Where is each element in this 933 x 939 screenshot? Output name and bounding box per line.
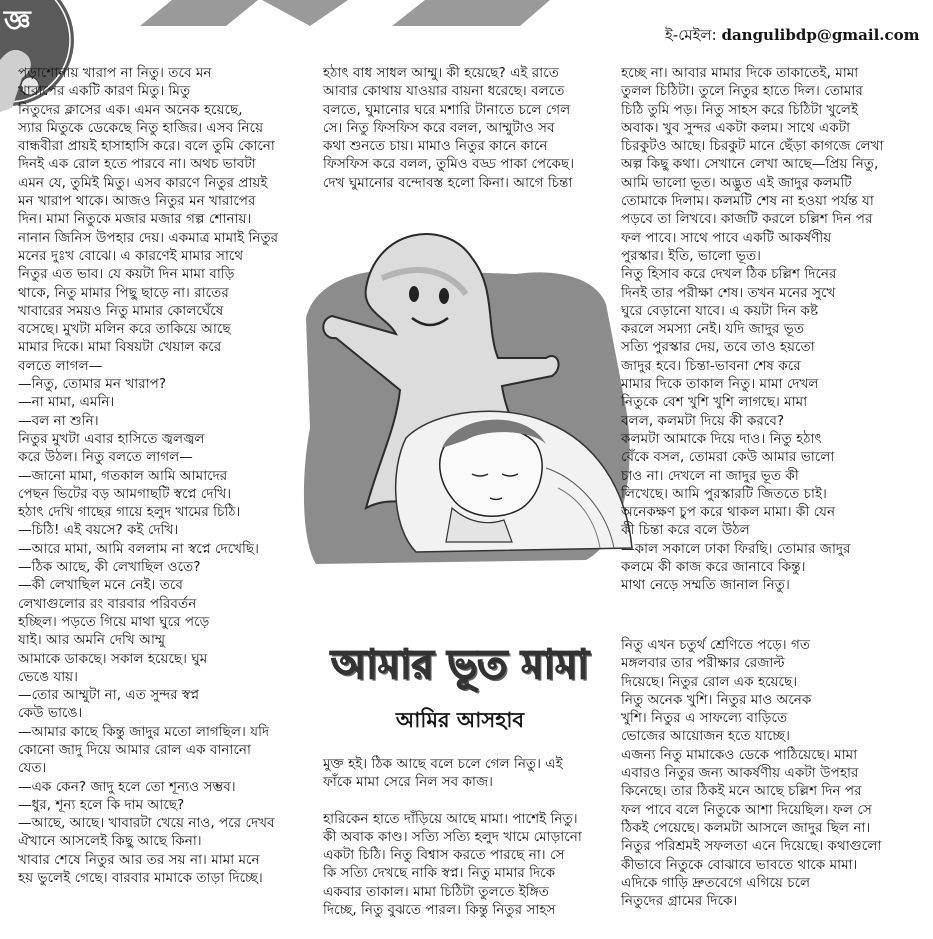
- text-line: —আছে, আছে। খাবারটা খেয়ে নাও, পরে দেখব: [18, 815, 275, 832]
- text-line: দিয়েছে। নিতুর রোল এক হয়েছে।: [621, 673, 798, 690]
- text-line: এজন্য নিতু মামাকেও ডেকে পাঠিয়েছে। মামা: [621, 746, 858, 763]
- text-line: নিতুদের ক্লাসের এক। এমন অনেক হয়েছে,: [18, 101, 243, 118]
- text-line: পড়বে তা লিখবে। কাজটি করলে চল্লিশ দিন পর: [621, 211, 873, 228]
- text-line: পেছন ভিটের বড় আমগাছটি স্বপ্নে দেখি।: [18, 485, 232, 502]
- text-line: একটা চিঠি। নিতু বিশ্বাস করতে পারছে না। সে: [323, 847, 565, 864]
- text-line: যেত।: [18, 760, 47, 777]
- text-line: —নিতু, তোমার মন খারাপ?: [18, 376, 167, 393]
- text-line: নিতু এখন চতুর্থ শ্রেণিতে পড়ে। গত: [621, 637, 811, 653]
- text-line: খারাপের একটি কারণ মিতু। মিতু: [18, 83, 191, 100]
- text-line: মঙ্গলবার তার পরীক্ষার রেজাল্ট: [621, 655, 785, 672]
- text-line: হচ্ছে না। আবার মামার দিকে তাকাতেই, মামা: [621, 65, 859, 81]
- text-line: তোমাকে দিলাম। কলমটি শেষ না হওয়া পর্যন্ত যা: [621, 193, 874, 210]
- text-line: পড়াশোনায় খারাপ না নিতু। তবে মন: [18, 65, 212, 81]
- text-line: ঐখানে আসলেই কিছু আছে কিনা।: [18, 833, 202, 850]
- text-line: থাকে, নিতু মামার পিছু ছাড়ে না। রাতের: [18, 284, 229, 301]
- text-line: —না মামা, এমনি।: [18, 394, 115, 411]
- text-line: বসেছে। মুখটা মলিন করে তাকিয়ে আছে: [18, 321, 231, 338]
- paragraph-break: [323, 792, 601, 810]
- story-column-1: [18, 64, 310, 887]
- story-column-3-bottom: [621, 636, 921, 910]
- text-line: —এক কেন? জাদু হলে তো শূন্যও সম্ভব।: [18, 778, 236, 795]
- text-line: দিন। মামা নিতুকে মজার মজার গল্প শোনায়।: [18, 211, 252, 228]
- text-line: স্যার মিতুকে ডেকেছে নিতু হাজির। এসব নিয়ে: [18, 119, 264, 136]
- text-line: আমাকে ডাকছে। সকাল হয়েছে। ঘুম: [18, 650, 208, 667]
- text-line: ভেঙে যায়।: [18, 668, 79, 685]
- story-author: আমির আসহাব: [395, 708, 525, 732]
- text-line: লিখেছে। আমি পুরস্কারটি জিততে চাই।: [621, 485, 827, 502]
- text-line: কিনেছে। তার ঠিকই মনে আছে চল্লিশ দিন পর: [621, 783, 862, 800]
- email-label: ই-মেইল:: [665, 26, 717, 44]
- story-title: আমার ভূত মামা: [331, 642, 589, 688]
- text-line: মনের দুঃখ বোঝে। এ কারণেই মামার সাথে: [18, 247, 244, 264]
- text-line: কলমে কী কাজ করে জানাবে কিন্তু।: [621, 559, 806, 576]
- text-line: —কী লেখাছিল মনে নেই। তবে: [18, 577, 183, 594]
- text-line: কি সত্যি দেখছে নাকি স্বপ্ন। নিতু মামার দিকে: [323, 865, 556, 882]
- email-address[interactable]: dangulibdp@gmail.com: [721, 26, 920, 44]
- text-line: মামার দিকে। মামা বিষয়টা খেয়াল করে: [18, 339, 222, 356]
- text-line: দিচ্ছে, নিতু বুঝতে পারল। কিন্তু নিতুর সাহস: [323, 902, 556, 919]
- text-line: এমন যে, তুমিই মিতু। এসব কারণে নিতুর প্রায়ই: [18, 174, 268, 191]
- text-line: নানান জিনিস উপহার দেয়। একমাত্র মামাই নিতুর: [18, 229, 279, 246]
- text-line: আমি ভালো ভূত। অদ্ভুত এই জাদুর কলমটি: [621, 174, 852, 191]
- email-line: [665, 24, 920, 49]
- text-line: কলমটা আমাকে দিয়ে দাও। নিতু হঠাৎ: [621, 430, 822, 447]
- text-line: —ধুর, শূন্য হলে কি দাম আছে?: [18, 796, 185, 813]
- text-line: —কাল সকালে ঢাকা ফিরছি। তোমার জাদুর: [621, 540, 851, 557]
- text-line: মামার দিকে তাকাল নিতু। মামা দেখল: [621, 376, 819, 393]
- text-line: খাবার শেষে নিতুর আর তর সয় না। মামা মনে: [18, 851, 260, 868]
- text-line: —আরে মামা, আমি বললাম না স্বপ্নে দেখেছি।: [18, 540, 259, 557]
- text-line: —জানো মামা, গতকাল আমি আমাদের: [18, 467, 228, 484]
- text-line: বেঁকে বসল, তোমরা কেউ আমার ভালো: [621, 449, 835, 466]
- text-line: এবারও নিতুর জন্য আকর্ষণীয় একটা উপহার: [621, 765, 859, 782]
- text-line: নিতুদের গ্রামের দিকে।: [621, 893, 738, 910]
- text-line: করলে সমস্যা নেই। যদি জাদুর ভূত: [621, 321, 805, 338]
- text-line: —ঠিক আছে, কী লেখাছিল ওতে?: [18, 559, 201, 576]
- text-line: কোনো জাদু দিয়ে আমার রোল এক বানানো: [18, 741, 251, 758]
- story-column-2-top: [323, 64, 601, 192]
- text-line: ফল পাবে বলে নিতুকে আশা দিয়েছিল। ফল সে: [621, 801, 872, 818]
- text-line: আবার কোথায় যাওয়ার বায়না ধরেছে। বলতে: [323, 83, 565, 100]
- text-line: হঠাৎ বাধ সাধল আম্মু। কী হয়েছে? এই রাতে: [323, 65, 559, 81]
- text-line: নিতুর পরিশ্রমই সফলতা এনে দিয়েছে। কথাগুলো: [621, 838, 882, 855]
- text-line: চিরকুটও আছে। চিরকুট মানে ছেঁড়া কাগজে লেখা: [621, 138, 884, 155]
- text-line: অবাক। খুব সুন্দর একটা কলম। সাথে একটা: [621, 119, 851, 136]
- text-line: পুরস্কার। ইতি, ভালো ভূত।: [621, 247, 762, 264]
- text-line: যাই। আর অমনি দেখি আম্মু: [18, 632, 166, 649]
- text-line: অনেকক্ষণ চুপ করে থাকল মামা। কী যেন: [621, 504, 836, 521]
- text-line: নিতু অনেক খুশি। নিতুর মাও অনেক: [621, 691, 812, 708]
- text-line: নিতু হিসাব করে দেখল ঠিক চল্লিশ দিনের: [621, 266, 837, 283]
- text-line: বলতে, ঘুমানোর ঘরে মশারি টানাতে চলে গেল: [323, 101, 571, 118]
- text-line: ফল পাবে। সাথে পাবে একটি আকর্ষণীয়: [621, 229, 832, 246]
- text-line: হারিকেন হাতে দাঁড়িয়ে আছে মামা। পাশেই নিতু।: [323, 810, 578, 827]
- story-illustration: [296, 208, 644, 568]
- text-line: নিতুর এত ভাব। যে কয়টা দিন মামা বাড়ি: [18, 266, 235, 283]
- text-line: —আমার কাছে কিন্তু জাদুর মতো লাগছিল। যদি: [18, 723, 270, 740]
- header-decoration: [0, 0, 560, 26]
- text-line: —চিঠি! এই বয়সে? কই দেখি।: [18, 522, 179, 539]
- text-line: বলতে লাগল—: [18, 357, 103, 374]
- text-line: খাবারের সময়ও নিতু মামার কোলঘেঁষে: [18, 302, 224, 319]
- svg-text:জ্ঞ: জ্ঞ: [4, 4, 31, 37]
- text-line: অল্প কিছু কথা। সেখানে লেখা আছে—প্রিয় নিতু,: [621, 156, 879, 173]
- text-line: —বল না শুনি।: [18, 412, 99, 429]
- text-line: বান্ধবীরা প্রায়ই হাসাহাসি করে। বলে তুমি কোনো: [18, 138, 275, 155]
- text-line: কেউ ভাঙে।: [18, 705, 83, 722]
- text-line: মুক্ত হই। ঠিক আছে বলে চলে গেল নিতু। এই: [323, 756, 563, 772]
- text-line: একবার তাকাল। মামা চিঠিটা তুলতে ইঙ্গিত: [323, 883, 549, 900]
- text-line: কথা শুনতে চায়। মামাও নিতুর কানে কানে: [323, 138, 548, 155]
- text-line: বলল, কলমটা দিয়ে কী করবে?: [621, 412, 785, 429]
- text-line: জাদুর হবে। চিন্তা-ভাবনা শেষ করে: [621, 357, 801, 374]
- text-line: ঠিকই পেয়েছে। কলমটা আসলে জাদুর ছিল না।: [621, 819, 871, 836]
- story-column-2-bottom: [323, 755, 601, 919]
- text-line: মন খারাপ থাকে। আজও নিতুর মন খারাপের: [18, 193, 256, 210]
- text-line: কী চিন্তা করে বলে উঠল: [621, 522, 750, 539]
- text-line: —তোর আম্মুটা না, এত সুন্দর স্বপ্ন: [18, 687, 200, 704]
- text-line: চিঠি তুমি পড়। নিতু সাহস করে চিঠিটা খুলেই: [621, 101, 859, 118]
- text-line: দিনই তার পরীক্ষা শেষ। তখন মনের সুখে: [621, 284, 836, 301]
- text-line: সে। নিতু ফিসফিস করে বলল, আম্মুটাও সব: [323, 119, 555, 136]
- text-line: ভোজের আয়োজন হতে যাচ্ছে।: [621, 728, 790, 745]
- text-line: কীভাবে নিতুকে বোঝাবে ভাবতে থাকে মামা।: [621, 856, 858, 873]
- text-line: তুলল চিঠিটা। তুলে নিতুর হাতে দিল। তোমার: [621, 83, 863, 100]
- text-line: নিতুর মুখটা এবার হাসিতে জ্বলজ্বল: [18, 430, 205, 447]
- text-line: লেখাগুলোর রং বারবার পরিবর্তন: [18, 595, 197, 612]
- text-line: এদিকে গাড়ি দ্রুতবেগে এগিয়ে চলে: [621, 874, 811, 891]
- text-line: দেখ ঘুমানোর বন্দোবস্ত হলো কিনা। আগে চিন্তা: [323, 174, 573, 191]
- text-line: ফিসফিস করে বলল, তুমিও বড্ড পাকা পেকেছ।: [323, 156, 575, 173]
- text-line: খুশি। নিতুর এ সাফল্যে বাড়িতে: [621, 710, 788, 727]
- story-column-3-top: [621, 64, 921, 595]
- text-line: ঘুরে বেড়ানো যাবে। এ কয়টা দিন কষ্ট: [621, 302, 819, 319]
- text-line: সত্যি পুরস্কার দেয়, তবে তাও হয়তো: [621, 339, 815, 356]
- text-line: মাথা নেড়ে সম্মতি জানাল নিতু।: [621, 577, 790, 594]
- text-line: ফাঁকে মামা সেরে নিল সব কাজ।: [323, 774, 494, 791]
- text-line: চাও না। দেখলে না জাদুর ভূত কী: [621, 467, 799, 484]
- text-line: হচ্ছিল। পড়তে গিয়ে মাথা ঘুরে পড়ে: [18, 613, 210, 630]
- text-line: করে উঠল। নিতু বলতে লাগল—: [18, 449, 193, 466]
- text-line: হঠাৎ দেখি গাছের গায়ে হলুদ খামের চিঠি।: [18, 504, 241, 521]
- text-line: দিনই এক রোল হতে পারবে না। অথচ ভাবটা: [18, 156, 256, 173]
- text-line: হয় ভুলেই গেছে। বারবার মামাকে তাড়া দিচ্ছে।: [18, 870, 263, 887]
- text-line: নিতুকে বেশ খুশি খুশি লাগছে। মামা: [621, 394, 808, 411]
- text-line: কী অবাক কাণ্ড। সত্যি সত্যি হলুদ খামে মোড়ানো: [323, 828, 582, 845]
